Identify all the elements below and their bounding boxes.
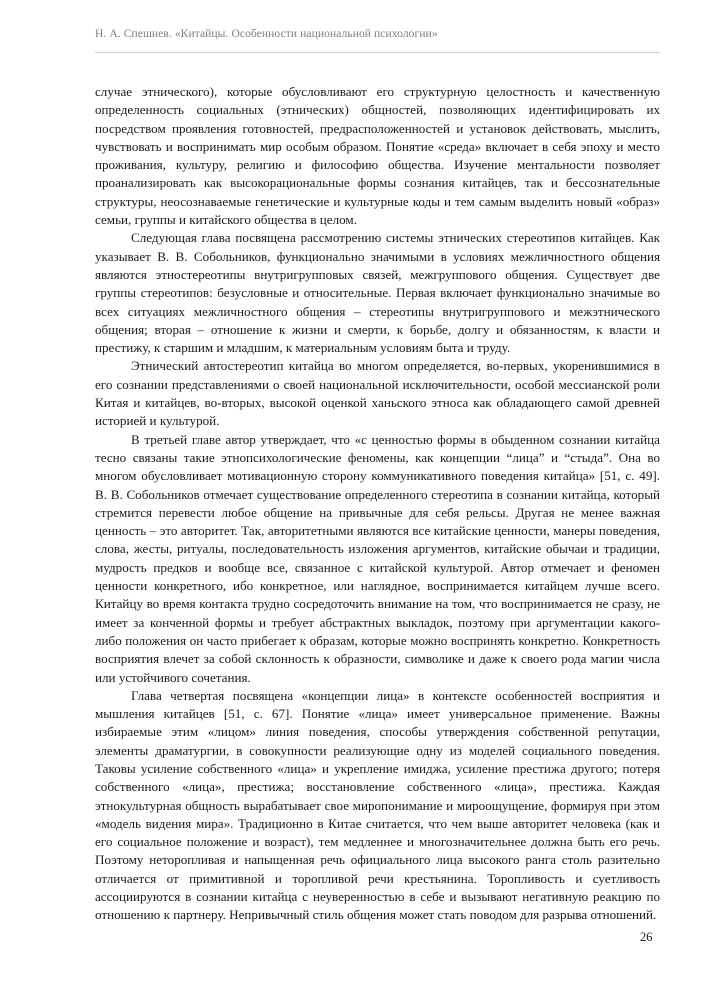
running-header: Н. А. Спешнев. «Китайцы. Особенности национальной психологии»: [95, 28, 438, 40]
page-body: [95, 83, 660, 925]
paragraph-stereotypes: Следующая глава посвящена рассмотрению системы этнических стереотипов китайцев. Как указывает В. В. Собольников, функционально значимыми в условиях межличностного общения являются этностереотипы внутригрупповых связей, межгруппового общения. Существует две группы стереотипов: безусловные и относительные. Первая включает функционально значимые во всех ситуациях межличностного общения – стереотипы внутригруппового и межэтнического общения; вторая – отношение к жизни и смерти, к борьбе, долгу и обязанностям, к власти и престижу, к старшим и младшим, к материальным условиям быта и труду.: [95, 230, 660, 356]
header-divider: [95, 52, 660, 53]
paragraph-continuation: случае этнического), которые обусловливают его структурную целостность и качественную определенность социальных (этнических) общностей, позволяющих идентифицировать их посредством проявления готовностей, предрасположенностей и установок действовать, мыслить, чувствовать и воспринимать мир особым образом. Понятие «среда» включает в себя эпоху и место проживания, культуру, религию и философию общества. Изучение ментальности позволяет проанализировать как высокорациональные формы сознания китайцев, так и бессознательные структуры, неосознаваемые генетические и культурные коды и тем самым выделить новый «образ» семьи, группы и китайского общества в целом.: [95, 84, 660, 228]
page-number: 26: [640, 930, 653, 944]
paragraph-chapter-four: Глава четвертая посвящена «концепции лица» в контексте особенностей восприятия и мышления китайцев [51, с. 67]. Понятие «лица» имеет универсальное применение. Важны избираемые этим «лицом» линия поведения, способы утверждения собственной репутации, элементы драматургии, в совокупности реализующие одну из моделей социального поведения. Таковы усиление собственного «лица» и укрепление имиджа, усиление престижа другого; потеря собственного «лица», престижа; восстановление собственного «лица», престижа. Каждая этнокультурная общность вырабатывает свое миропонимание и мироощущение, формируя при этом «модель видения мира». Традиционно в Китае считается, что чем выше авторитет человека (как и его социальное положение и возраст), тем медленнее и многозначительнее должна быть его речь. Поэтому неторопливая и напыщенная речь официального лица высокого ранга столь разительно отличается от примитивной и торопливой речи крестьянина. Торопливость и суетливость ассоциируются в сознании китайца с неуверенностью в себе и вызывают негативную реакцию по отношению к партнеру. Непривычный стиль общения может стать поводом для разрыва отношений.: [95, 687, 660, 923]
paragraph-autostereotype: Этнический автостереотип китайца во многом определяется, во-первых, укоренившимися в его сознании представлениями о своей национальной исключительности, особой мессианской роли Китая и китайцев, во-вторых, высокой оценкой ханьского этноса как обладающего самой древней историей и культурой.: [95, 358, 660, 429]
paragraph-chapter-three: В третьей главе автор утверждает, что «с ценностью формы в обыденном сознании китайца тесно связаны такие этнопсихологические феномены, как концепции “лица” и “стыда”. Она во многом обусловливает мотивационную сторону коммуникативного поведения китайца» [51, с. 49]. В. В. Собольников отмечает существование определенного стереотипа в сознании китайца, который стремится перевести любое общение на привычные для себя рельсы. Другая не менее важная ценность – это авторитет. Так, авторитетными являются все китайские ценности, манеры поведения, слова, жесты, ритуалы, последовательность изложения аргументов, китайские обычаи и традиции, мудрость предков и вообще все, связанное с китайской культурой. Автор отмечает и феномен ценности конкретного, ибо конкретное, или наглядное, воспринимается китайцем лучше всего. Китайцу во время контакта трудно сосредоточить внимание на том, что воспринимается не сразу, не имеет за конченной формы и требует абстрактных выкладок, поэтому при аргументации какого-либо положения он часто прибегает к образам, которые можно воспринять конкретно. Конкретность восприятия влечет за собой склонность к образности, символике и даже к своего рода магии числа или устойчивого сочетания.: [95, 431, 660, 685]
